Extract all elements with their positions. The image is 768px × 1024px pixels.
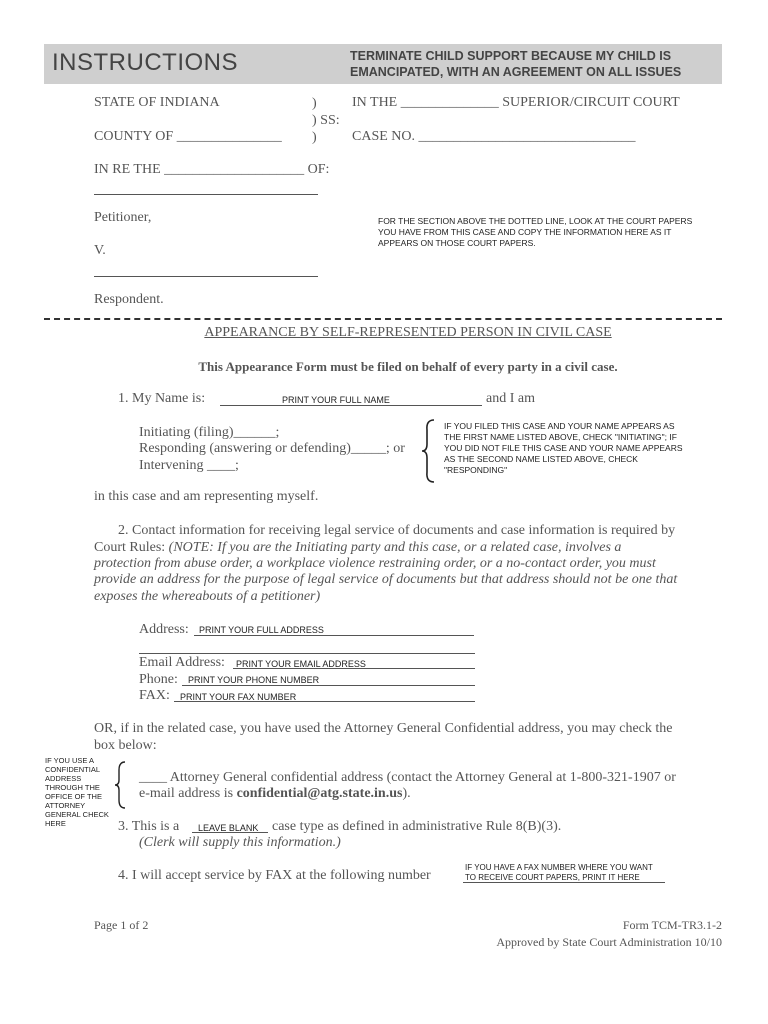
ag-email-address: confidential@atg.state.in.us [236, 786, 403, 801]
state-label: STATE OF INDIANA [94, 95, 220, 110]
full-name-field[interactable] [220, 405, 482, 406]
respondent-label: Respondent. [94, 292, 164, 307]
case-number-line[interactable]: CASE NO. _______________________________ [352, 129, 636, 144]
phone-hint: PRINT YOUR PHONE NUMBER [188, 675, 320, 685]
item4-label: 4. I will accept service by FAX at the following number [118, 868, 431, 883]
ag-confidential-checkbox-line[interactable]: ____ Attorney General confidential address (contact the Attorney General at 1-800-321-1907 or [139, 770, 676, 785]
item1-suffix: and I am [486, 391, 535, 406]
or-line-2: box below: [94, 738, 157, 753]
full-name-hint: PRINT YOUR FULL NAME [282, 395, 390, 405]
page-number: Page 1 of 2 [94, 918, 149, 932]
ag-brace-icon [114, 760, 128, 810]
case-type-hint: LEAVE BLANK [198, 823, 259, 833]
petitioner-label: Petitioner, [94, 210, 152, 225]
representing-myself-text: in this case and am representing myself. [94, 489, 319, 504]
caption-ss: ) SS: [312, 113, 340, 128]
fax-service-hint-2: TO RECEIVE COURT PAPERS, PRINT IT HERE [465, 873, 640, 882]
item2-line-2: Court Rules: (NOTE: If you are the Initiating party and this case, or a related case, involves a [94, 540, 622, 555]
form-title: APPEARANCE BY SELF-REPRESENTED PERSON IN CIVIL CASE [204, 325, 612, 340]
ag-instruction-note: IF YOU USE A CONFIDENTIAL ADDRESS THROUGH THE OFFICE OF THE ATTORNEY GENERAL CHECK HERE [45, 756, 109, 828]
fax-service-hint-1: IF YOU HAVE A FAX NUMBER WHERE YOU WANT [465, 863, 653, 872]
caption-paren-1: ) [312, 96, 317, 111]
header-subtitle: TERMINATE CHILD SUPPORT BECAUSE MY CHILD IS EMANCIPATED, WITH AN AGREEMENT ON ALL ISSUES [350, 49, 682, 79]
versus-label: V. [94, 243, 106, 258]
item2-line-4: provide an address for the purpose of legal service of documents but that address should not be one that [94, 572, 678, 587]
role-brace-icon [420, 418, 438, 484]
intervening-option[interactable]: Intervening ____; [139, 458, 239, 473]
dotted-divider [44, 318, 722, 320]
approval-line: Approved by State Court Administration 10/10 [496, 935, 722, 949]
address-field[interactable] [194, 635, 474, 636]
county-line[interactable]: COUNTY OF _______________ [94, 129, 282, 144]
address-label: Address: [139, 622, 189, 637]
petitioner-name-line[interactable] [94, 194, 318, 195]
responding-option[interactable]: Responding (answering or defending)_____; or [139, 441, 405, 456]
fax-label: FAX: [139, 688, 170, 703]
in-re-line[interactable]: IN RE THE ____________________ OF: [94, 162, 330, 177]
respondent-name-line[interactable] [94, 276, 318, 277]
item1-label: 1. My Name is: [118, 391, 206, 406]
or-line-1: OR, if in the related case, you have used the Attorney General Confidential address, you may check the [94, 721, 673, 736]
phone-label: Phone: [139, 672, 178, 687]
email-hint: PRINT YOUR EMAIL ADDRESS [236, 659, 366, 669]
address-hint: PRINT YOUR FULL ADDRESS [199, 625, 324, 635]
fax-hint: PRINT YOUR FAX NUMBER [180, 692, 297, 702]
form-id: Form TCM-TR3.1-2 [622, 918, 722, 932]
ag-email-line: e-mail address is confidential@atg.state.in.us). [139, 786, 411, 801]
initiating-option[interactable]: Initiating (filing)______; [139, 425, 280, 440]
item2-line-1: 2. Contact information for receiving legal service of documents and case information is required by [118, 523, 676, 538]
caption-instruction-note: FOR THE SECTION ABOVE THE DOTTED LINE, LOOK AT THE COURT PAPERS YOU HAVE FROM THIS CASE AND COPY THE INFORMATION HERE AS IT APPEARS ON THOSE COURT PAPERS. [378, 216, 693, 248]
item2-line-5: exposes the whereabouts of a petitioner) [94, 589, 321, 604]
form-subtitle: This Appearance Form must be filed on behalf of every party in a civil case. [198, 359, 618, 374]
clerk-note: (Clerk will supply this information.) [139, 835, 341, 850]
email-label: Email Address: [139, 655, 225, 670]
role-instruction-note: IF YOU FILED THIS CASE AND YOUR NAME APPEARS AS THE FIRST NAME LISTED ABOVE, CHECK "INITIATING"; IF YOU DID NOT FILE THIS CASE AND YOUR NAME APPEARS AS THE SECOND NAME LISTED ABOVE, CHECK "RESPONDING" [444, 421, 683, 475]
caption-paren-3: ) [312, 130, 317, 145]
item3-suffix: case type as defined in administrative Rule 8(B)(3). [272, 819, 562, 834]
phone-field[interactable] [182, 685, 475, 686]
address-field-line-2[interactable] [139, 653, 475, 654]
instructions-header [44, 44, 722, 84]
fax-service-field[interactable] [463, 882, 665, 883]
item2-line-3: protection from abuse order, a workplace violence restraining order, or a no-contact order, you must [94, 556, 656, 571]
court-line[interactable]: IN THE ______________ SUPERIOR/CIRCUIT COURT [352, 95, 680, 110]
header-title: INSTRUCTIONS [52, 49, 238, 76]
item3-label: 3. This is a [118, 819, 180, 834]
